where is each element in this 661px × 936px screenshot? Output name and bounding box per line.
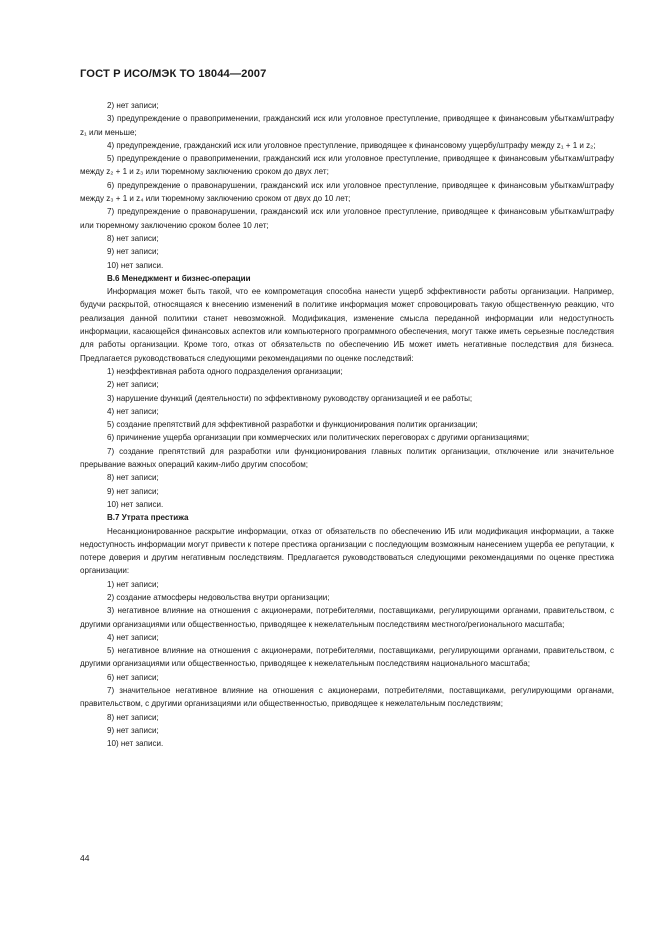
- list-item: 8) нет записи;: [107, 712, 159, 722]
- paragraph: Информация может быть такой, что ее компрометация способна нанести ущерб эффективности работы организации. Например, будучи раскрытой, относящаяся к внесению изменений в политике информация может спровоцировать такую общественную реакцию, что реализация данной политики станет невозможной. Модификация, изменение смысла переданной информации или недоступность информации, касающейся финансовых аспектов или компьютерного программного обеспечения, могут также иметь серьезные последствия для работы организации. Кроме того, отказ от обязательств по обеспечению ИБ может иметь негативные последствия для бизнеса. Предлагается руководствоваться следующими рекомендациями по оценке последствий:: [80, 287, 614, 363]
- list-item: 4) нет записи;: [107, 406, 159, 416]
- list-item: 8) нет записи;: [107, 473, 159, 483]
- list-item: 9) нет записи;: [107, 247, 159, 257]
- list-item: 1) неэффективная работа одного подразделения организации;: [107, 366, 343, 376]
- paragraph: 7) создание препятствий для разработки или функционирования главных политик организации, отключение или значительное прерывание важных операций каким-либо другим способом;: [80, 446, 614, 470]
- section-heading: В.7 Утрата престижа: [107, 513, 189, 523]
- paragraph: 3) предупреждение о правоприменении, гражданский иск или уголовное преступление, приводящее к финансовым убыткам/штрафу z₁ или меньше;: [80, 114, 614, 137]
- list-item: 6) нет записи;: [107, 672, 159, 682]
- list-item: 4) нет записи;: [107, 632, 159, 642]
- page-number: 44: [80, 853, 90, 863]
- paragraph: 3) негативное влияние на отношения с акционерами, потребителями, поставщиками, регулирующими органами, правительством, с другими организациями или общественностью, приводящее к нежелательным последствиям местного/регионального масштаба;: [80, 606, 614, 629]
- list-item: 5) создание препятствий для эффективной разработки и функционирования политик организации;: [107, 420, 478, 430]
- list-item: 2) нет записи;: [107, 101, 159, 110]
- list-item: 2) нет записи;: [107, 380, 159, 390]
- paragraph: 6) предупреждение о правонарушении, гражданский иск или уголовное преступление, приводящее к финансовым убыткам/штрафу между z₃ + 1 и z₄ или тюремному заключению сроком от двух до 10 лет;: [80, 180, 614, 204]
- paragraph: 5) предупреждение о правоприменении, гражданский иск или уголовное преступление, приводящее к финансовым убыткам/штрафу между z₂ + 1 и z₃ или тюремному заключению сроком до двух лет;: [80, 154, 614, 177]
- document-header: ГОСТ Р ИСО/МЭК ТО 18044—2007: [80, 68, 267, 80]
- list-item: 8) нет записи;: [107, 233, 159, 243]
- list-item: 10) нет записи.: [107, 739, 164, 749]
- list-item: 9) нет записи;: [107, 486, 159, 496]
- list-item: 9) нет записи;: [107, 725, 159, 735]
- paragraph: 4) предупреждение, гражданский иск или уголовное преступление, приводящее к финансовому ущербу/штрафу между z₁ + 1 и z₂;: [107, 140, 596, 150]
- paragraph: 7) значительное негативное влияние на отношения с акционерами, потребителями, поставщиками, регулирующими органами, правительством, с другими организациями или общественностью, приводящее к нежелательным последствиям;: [80, 686, 614, 709]
- section-heading: В.6 Менеджмент и бизнес-операции: [107, 273, 251, 283]
- list-item: 10) нет записи.: [107, 499, 164, 509]
- paragraph: Несанкционированное раскрытие информации, отказ от обязательств по обеспечению ИБ или модификация информации, а также недоступность информации могут привести к потере престижа организации с последующим возможным нанесением ущерба ее репутации, к потере доверия и другим негативным последствиям. Предлагается руководствоваться следующими рекомендациями по оценке престижа организации:: [80, 526, 614, 576]
- list-item: 10) нет записи.: [107, 260, 164, 270]
- list-item: 2) создание атмосферы недовольства внутри организации;: [107, 592, 330, 602]
- list-item: 3) нарушение функций (деятельности) по эффективному руководству организацией и ее работы;: [107, 393, 473, 403]
- paragraph: 6) причинение ущерба организации при коммерческих или политических переговорах с другими организациями;: [107, 433, 530, 443]
- list-item: 1) нет записи;: [107, 579, 159, 589]
- paragraph: 5) негативное влияние на отношения с акционерами, потребителями, поставщиками, регулирующими органами, правительством, с другими организациями или общественностью, приводящее к нежелательным последствиям национального масштаба;: [80, 646, 614, 669]
- document-body: [80, 99, 614, 751]
- paragraph: 7) предупреждение о правонарушении, гражданский иск или уголовное преступление, приводящее к финансовым убыткам/штрафу или тюремному заключению сроком более 10 лет;: [80, 207, 614, 230]
